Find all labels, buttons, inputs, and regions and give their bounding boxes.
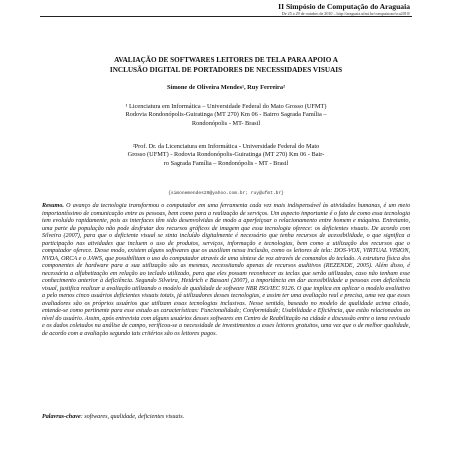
affiliation-2 [70, 143, 382, 168]
keywords [42, 414, 410, 422]
conference-header [278, 2, 410, 16]
paper-title-line: INCLUSÃO DIGITAL DE PORTADORES DE NECESSIDADES VISUAIS [109, 65, 343, 74]
abstract [42, 203, 410, 338]
keywords-label: Palavras-chave [42, 414, 81, 420]
abstract-label: Resumo. [42, 203, 64, 209]
keywords-text: : softwares, qualidade, deficientes visuais. [80, 414, 185, 420]
author-emails: {simonemendes20@yahoo.com.br; ruy@ufmt.br} [168, 191, 284, 196]
affiliation-1 [70, 103, 382, 128]
header-rule [40, 16, 412, 17]
abstract-text: O avanço da tecnologia transformou o computador em uma ferramenta cada vez mais indispensável às atividades humanas, é um meio importantíssimo de comunicação entre as pessoas, bem como para a realização de serviços. Um aspecto importante é o fato de como essa tecnologia tem evoluído rapidamente, pois as interfaces têm sido desenvolvidas de modo a aperfeiçoar o relacionamento entre homem e máquina. Entretanto, uma parte da população não pode desfrutar dos recursos gráficos de imagem que essa tecnologia oferece: os deficientes visuais. De acordo com Silveira (2007), para que o deficiente visual se sinta incluído digitalmente é necessário que tenha recursos de acessibilidade, o que significa a participação nas atividades que incluem o uso de produtos, serviços, informação e tecnologias, bem como a utilização dos recursos que o computador oferece. Desse modo, existem alguns softwares que os auxiliam nessa inclusão, como os leitores de tela: DOS-VOX, VIRTUAL VISION, NVDA, ORCA e o JAWS, que possibilitam o uso do computador através de uma síntese de voz através de comandos do teclado. A estrutura física dos componentes de hardware para a sua utilização são as mesmas, necessitando apenas de recursos auditivos (REZENDE, 2005). Além disso, é necessária a alfabetização em relação ao teclado utilizado, para que eles possam reconhecer as teclas que serão utilizadas, caso não tenham esse conhecimento anterior à deficiência. Segundo Silveira, Heidrich e Bassani (2007), a importância em dar acessibilidade a pessoas com deficiência visual, justifica realizar a avaliação utilizando o modelo de qualidade de software NBR ISO/IEC 9126. O que implica em aplicar o modelo avaliativo a pelo menos cinco usuários deficientes visuais totais, já utilizadores desses tecnologias, e assim ter uma avaliação real e precisa, uma vez que esses avaliadores são os próprios usuários que utilizam essas tecnologias inclusivas. Nesse sentido, baseado no modelo de qualidade acima citado, entende-se como pertinente para esse estudo as características: Funcionalidade; Conformidade; Usabilidade e Eficiência, que estão relacionados ao nível do usuário. Assim, após entrevista com alguns usuários desses softwares em Centro de Reabilitação na cidade e discussão entre o tema revisado e os dados coletados na análise de campo, verificou-se a necessidade de investimentos a esses leitores gratuitos, uma vez que o de melhor qualidade, de acordo com a avaliação segundo tais critérios são os leitores pagos. [42, 203, 410, 337]
paper-title-line: AVALIAÇÃO DE SOFTWARES LEITORES DE TELA PARA APOIO A [114, 56, 338, 64]
affiliation-line: ²Prof. Dr. da Licenciatura em Informática - Universidade Federal do Mato [132, 143, 320, 150]
affiliation-line: Rondonópolis - MT- Brasil [191, 119, 261, 127]
affiliation-line: ¹ Licenciatura em Informática – Universidade Federal do Mato Grosso (UFMT) [125, 103, 327, 110]
paper-title [44, 56, 408, 75]
paper-authors: Simone de Oliveira Mendes¹, Ruy Ferreira² [166, 84, 285, 91]
affiliation-line: ro Sagrada Família – Rondonópolis - MT - Brasil [163, 159, 289, 167]
conference-subtitle: De 25 a 29 de outubro de 2010 – http://araguaia.ufmt.br/computacao/sca2010/ [281, 11, 410, 16]
affiliation-line: Grosso (UFMT) - Rodovia Rondonópolis-Guiratinga (MT 270) Km 06 - Bair- [127, 151, 325, 159]
affiliation-line: Rodovia Rondonópolis-Guiratinga (MT 270) Km 06 - Bairro Sagrada Família – [125, 111, 327, 119]
conference-title: II Simpósio de Computação do Araguaia [278, 2, 410, 11]
